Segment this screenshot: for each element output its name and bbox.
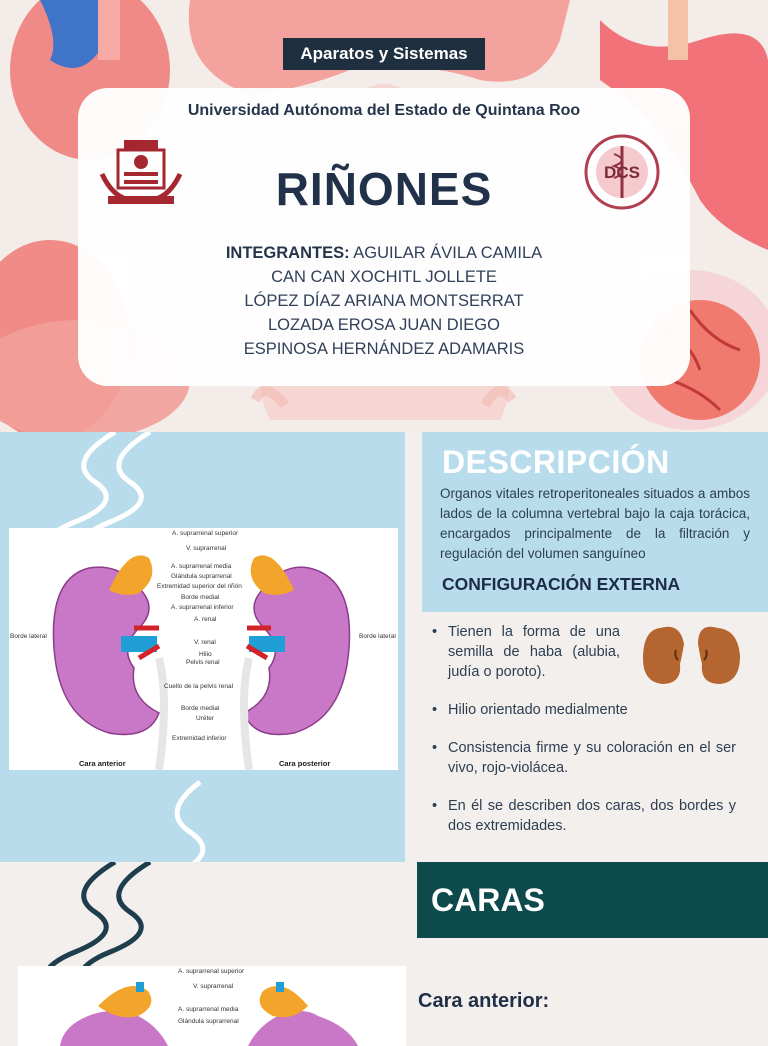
member-name: ESPINOSA HERNÁNDEZ ADAMARIS <box>243 340 525 358</box>
member-name: LOZADA EROSA JUAN DIEGO <box>268 316 500 334</box>
diagram-label: Extremidad superior del riñón <box>157 583 242 590</box>
kidney-diagram-2 <box>18 966 406 1046</box>
config-heading: CONFIGURACIÓN EXTERNA <box>442 574 681 594</box>
diagram-panel <box>0 432 405 862</box>
diagram-label: Cuello de la pelvis renal <box>164 683 234 690</box>
description-section <box>0 432 768 862</box>
caras-heading-box <box>417 862 768 938</box>
bullet-item: • Tienen la forma de una semilla de haba (alubia, judía o poroto). <box>430 622 620 682</box>
caption-anterior: Cara anterior <box>79 759 126 768</box>
diagram-label: Glándula suprarrenal <box>171 573 232 580</box>
section-tag: Aparatos y Sistemas <box>283 38 485 70</box>
diagram-label: A. suprarrenal superior <box>178 968 245 975</box>
bullet-item: • Hilio orientado medialmente <box>430 700 736 720</box>
diagram-label: V. suprarrenal <box>193 983 234 990</box>
bullet-item: • En él se describen dos caras, dos bordes y dos extremidades. <box>430 796 736 836</box>
caras-section <box>0 862 768 1024</box>
caption-posterior: Cara posterior <box>279 759 331 768</box>
diagram-label: V. renal <box>194 639 216 646</box>
diagram-label: A. renal <box>194 616 217 623</box>
dcs-logo <box>584 134 664 214</box>
diagram-label: A. suprarrenal media <box>171 563 232 570</box>
kidney-anatomy-illustration <box>9 528 398 770</box>
kidney-diagram <box>9 528 398 770</box>
diagram-label: A. suprarrenal media <box>178 1006 239 1013</box>
diagram-label: Uréter <box>196 715 215 722</box>
university-name: Universidad Autónoma del Estado de Quintana Roo <box>187 102 581 119</box>
description-text: Organos vitales retroperitoneales situados a ambos lados de la columna vertebral bajo la caja torácica, encargados principalmente de la filtración y regulación del volumen sanguíneo <box>440 486 750 561</box>
cara-anterior-heading: Cara anterior: <box>418 990 550 1012</box>
hero-section <box>0 0 768 432</box>
kidney-anatomy-illustration-2 <box>18 966 406 1046</box>
diagram-label: Glándula suprarrenal <box>178 1018 239 1025</box>
diagram-label: V. suprarrenal <box>186 545 227 552</box>
diagram-label: Borde medial <box>181 705 220 712</box>
diagram-label: A. suprarrenal inferior <box>171 604 234 611</box>
description-box <box>422 432 768 612</box>
member-name: CAN CAN XOCHITL JOLLETE <box>271 268 497 286</box>
diagram-label-left: Borde lateral <box>10 633 47 640</box>
description-heading: DESCRIPCIÓN <box>442 444 670 480</box>
diagram-label: Extremidad inferior <box>172 735 227 742</box>
bean-illustration <box>640 624 744 686</box>
dcs-logo-text: DCS <box>604 163 640 182</box>
diagram-label: A. suprarrenal superior <box>172 530 239 537</box>
diagram-label: Borde medial <box>181 594 220 601</box>
members-line <box>78 241 690 265</box>
members-label: INTEGRANTES: <box>225 244 350 262</box>
page-title: RIÑONES <box>275 163 493 215</box>
diagram-label: Pelvis renal <box>186 659 220 666</box>
diagram-label-right: Borde lateral <box>359 633 396 640</box>
diagram-label: Hilio <box>199 651 212 658</box>
member-name: AGUILAR ÁVILA CAMILA <box>353 244 543 262</box>
members-list <box>78 241 690 361</box>
bullet-item: • Consistencia firme y su coloración en el ser vivo, rojo-violácea. <box>430 738 736 778</box>
title-card <box>78 88 690 386</box>
caras-heading: CARAS <box>431 882 545 918</box>
member-name: LÓPEZ DÍAZ ARIANA MONTSERRAT <box>244 292 524 310</box>
